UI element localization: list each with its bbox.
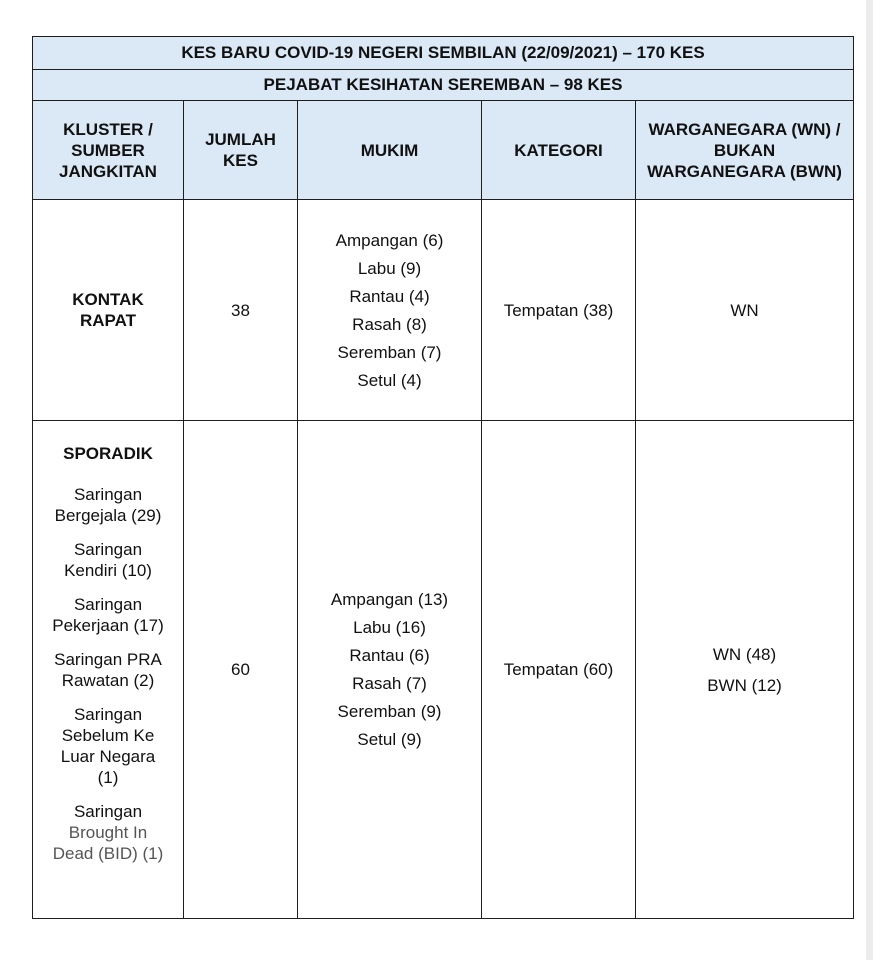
mukim-item: Setul (9) [357,730,422,749]
saringan-item [33,484,183,526]
header-row [33,101,854,200]
saringan-rest: Pekerjaan (17) [52,616,164,635]
mukim-item: Labu (16) [353,618,426,637]
header-mukim: MUKIM [298,101,482,200]
mukim-item: Rantau (4) [349,286,430,306]
saringan-first: Saringan PRA [54,650,162,669]
table-subtitle: PEJABAT KESIHATAN SEREMBAN – 98 KES [33,70,854,101]
cell-jumlah: 38 [184,200,298,421]
saringan-first: Saringan [73,802,143,821]
mukim-item: Seremban (9) [337,702,442,721]
saringan-rest: Bergejala (29) [54,506,162,525]
table-title: KES BARU COVID-19 NEGERI SEMBILAN (22/09/2021) – 170 KES [33,37,854,70]
saringan-first: Saringan [73,540,143,559]
table-row-kontak-rapat [33,200,854,421]
cell-kategori: Tempatan (38) [482,200,636,421]
saringan-rest: Sebelum Ke Luar Negara (1) [60,726,156,787]
saringan-rest: Kendiri (10) [64,561,152,580]
mukim-item: Rantau (6) [349,646,430,665]
saringan-item [33,704,183,788]
cell-kluster [33,200,184,421]
mukim-item: Labu (9) [357,258,422,278]
kluster-label: SPORADIK [63,444,153,463]
saringan-item [33,801,183,864]
header-warganegara-text: WARGANEGARA (WN) / BUKAN WARGANEGARA (BWN) [647,119,842,181]
title-row [33,37,854,70]
cell-kluster [33,421,184,919]
mukim-item: Rasah (7) [352,674,427,693]
header-kluster-text: KLUSTER / SUMBER JANGKITAN [59,119,157,181]
cell-warganegara [636,200,854,421]
mukim-item: Setul (4) [357,370,422,390]
cell-warganegara [636,421,854,919]
cell-kategori: Tempatan (60) [482,421,636,919]
saringan-first: Saringan [73,595,143,614]
saringan-item [33,539,183,581]
cell-jumlah: 60 [184,421,298,919]
header-kluster [33,101,184,200]
cell-mukim [298,421,482,919]
cell-mukim [298,200,482,421]
table-row-sporadik [33,421,854,919]
header-warganegara [636,101,854,200]
page-edge [866,0,873,960]
covid-cases-table [32,36,854,919]
saringan-rest: Brought In Dead (BID) (1) [52,823,164,863]
header-kategori: KATEGORI [482,101,636,200]
mukim-item: Rasah (8) [352,314,427,334]
saringan-rest: Rawatan (2) [61,671,155,690]
saringan-first: Saringan [73,485,143,504]
warganegara-item: WN (48) [712,644,777,664]
subtitle-row [33,70,854,101]
mukim-item: Seremban (7) [337,342,442,362]
header-jumlah [184,101,298,200]
saringan-first: Saringan [73,705,143,724]
warganegara-item: BWN (12) [707,675,782,695]
kluster-label: KONTAK RAPAT [72,290,144,330]
saringan-item [33,594,183,636]
mukim-item: Ampangan (6) [335,230,444,250]
mukim-item: Ampangan (13) [330,590,449,609]
header-jumlah-text: JUMLAH KES [205,130,276,170]
saringan-item [33,649,183,691]
warganegara-item: WN [730,300,759,320]
